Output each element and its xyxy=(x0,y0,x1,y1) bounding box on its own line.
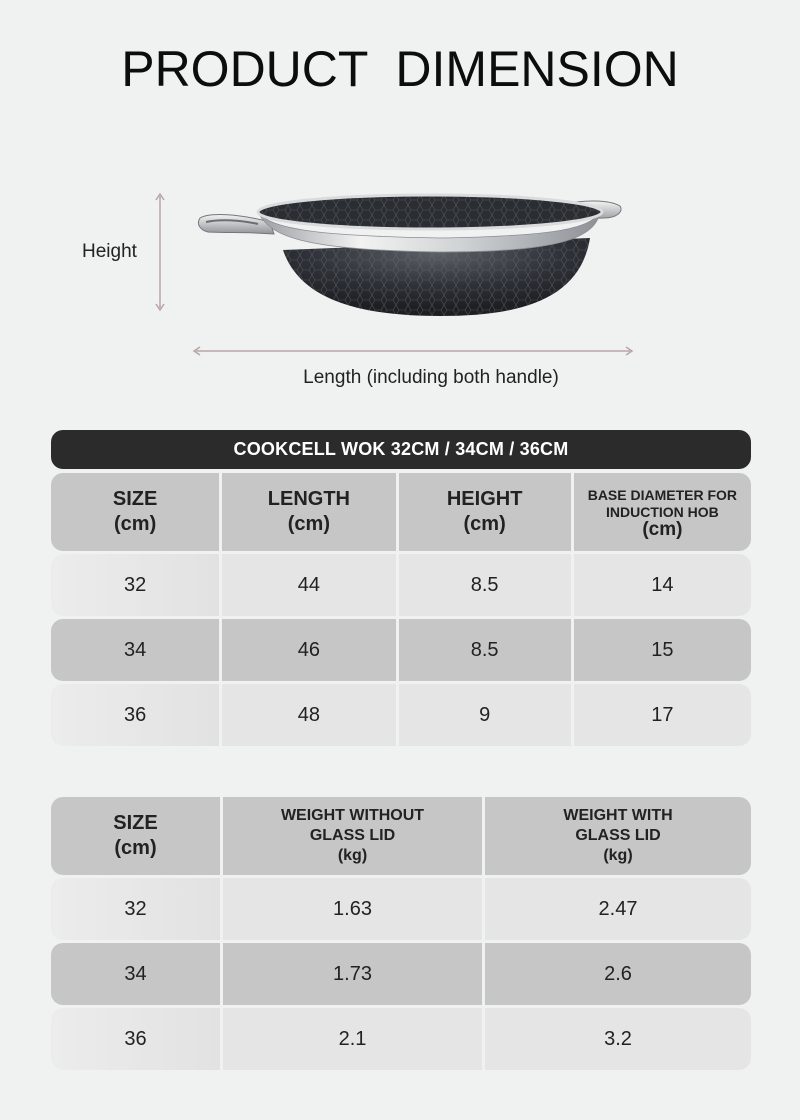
cell-size: 36 xyxy=(51,684,222,746)
cell-height: 9 xyxy=(399,684,574,746)
cell-size: 34 xyxy=(51,943,223,1005)
cell-size: 36 xyxy=(51,1008,223,1070)
table-header-row xyxy=(51,473,751,551)
column-header-weight-with-lid: WEIGHT WITH GLASS LID (kg) xyxy=(485,797,751,875)
cell-height: 8.5 xyxy=(399,619,574,681)
table-row xyxy=(51,1008,751,1070)
cell-size: 34 xyxy=(51,619,222,681)
cell-height: 8.5 xyxy=(399,554,574,616)
cell-base-diameter: 17 xyxy=(574,684,751,746)
cell-base-diameter: 14 xyxy=(574,554,751,616)
table-row xyxy=(51,878,751,940)
length-label: Length (including both handle) xyxy=(303,367,559,388)
column-header-height: HEIGHT (cm) xyxy=(399,473,574,551)
cell-size: 32 xyxy=(51,878,223,940)
cell-length: 44 xyxy=(222,554,398,616)
weight-table xyxy=(51,793,751,1070)
table-row xyxy=(51,619,751,681)
table-row xyxy=(51,684,751,746)
table-row xyxy=(51,943,751,1005)
cell-weight-with-lid: 2.47 xyxy=(485,878,751,940)
column-header-base-diameter: BASE DIAMETER FOR INDUCTION HOB (cm) xyxy=(574,473,751,551)
table-header-row xyxy=(51,797,751,875)
cell-weight-without-lid: 2.1 xyxy=(223,1008,485,1070)
column-header-size: SIZE (cm) xyxy=(51,473,222,551)
cell-length: 46 xyxy=(222,619,398,681)
cell-weight-with-lid: 2.6 xyxy=(485,943,751,1005)
table-title: COOKCELL WOK 32CM / 34CM / 36CM xyxy=(51,430,751,469)
cell-weight-with-lid: 3.2 xyxy=(485,1008,751,1070)
height-label: Height xyxy=(82,241,137,262)
column-header-size: SIZE (cm) xyxy=(51,797,223,875)
cell-size: 32 xyxy=(51,554,222,616)
column-header-weight-without-lid: WEIGHT WITHOUT GLASS LID (kg) xyxy=(223,797,485,875)
cell-length: 48 xyxy=(222,684,398,746)
cell-weight-without-lid: 1.63 xyxy=(223,878,485,940)
dimension-table xyxy=(51,430,751,746)
cell-weight-without-lid: 1.73 xyxy=(223,943,485,1005)
column-header-length: LENGTH (cm) xyxy=(222,473,398,551)
page-title: PRODUCT DIMENSION xyxy=(121,41,679,97)
table-row xyxy=(51,554,751,616)
cell-base-diameter: 15 xyxy=(574,619,751,681)
